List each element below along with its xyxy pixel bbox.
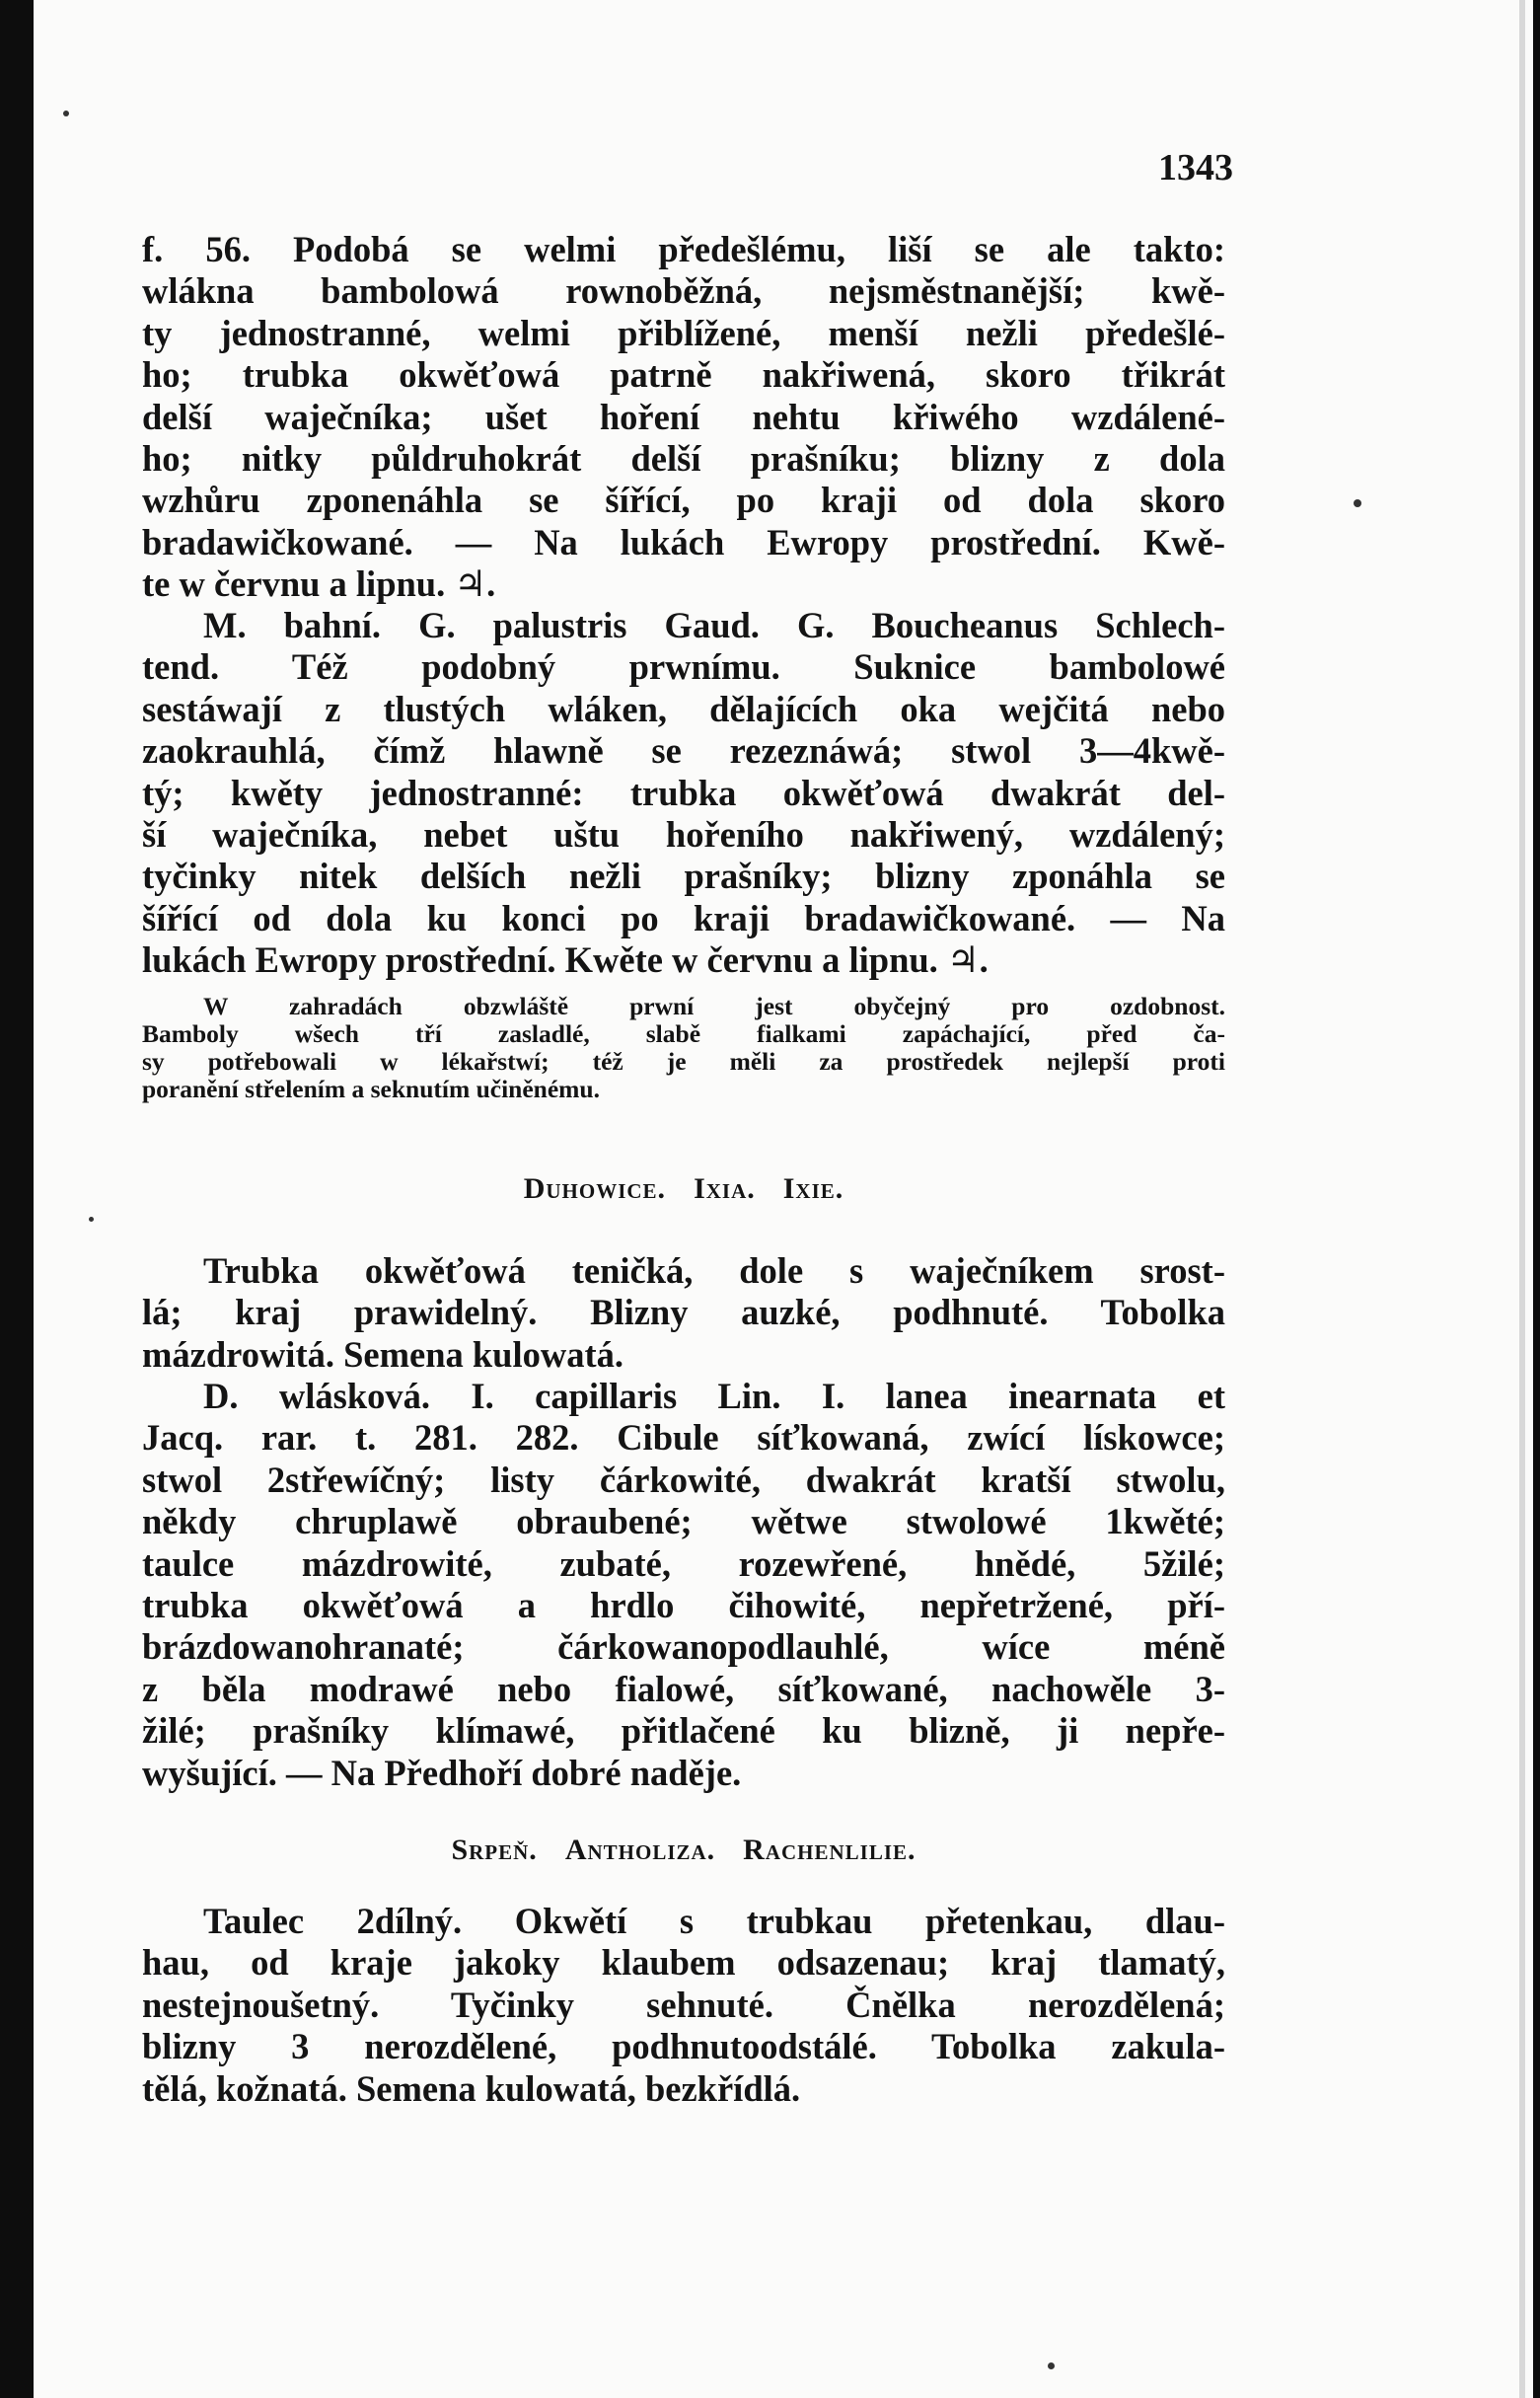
text-line: lukách Ewropy prostřední. Kwěte w červnu a lipnu. ♃.	[142, 939, 989, 981]
page-number: 1343	[1158, 147, 1233, 188]
entry-paragraph	[142, 229, 1225, 606]
text-line: wlákna bambolowá rownoběžná, nejsměstnanější; kwě-	[142, 270, 1225, 312]
genus-paragraph	[142, 1250, 1225, 1376]
text-line: nestejnoušetný. Tyčinky sehnuté. Čnělka nerozdělená;	[142, 1984, 1225, 2025]
text-line: Trubka okwěťowá teničká, dole s waječníkem srost-	[203, 1250, 1225, 1291]
text-line: ho; nitky půldruhokrát delší prašníku; blizny z dola	[142, 438, 1225, 480]
page-edge-shadow	[1519, 0, 1525, 2398]
text-line: D. wlásková. I. capillaris Lin. I. lanea inearnata et	[203, 1376, 1225, 1416]
ink-speck	[63, 111, 69, 116]
text-line: Jacq. rar. t. 281. 282. Cibule síťkowaná, zwící lískowce;	[142, 1417, 1225, 1459]
text-line: stwol 2střewíčný; listy čárkowité, dwakrát kratší stwolu,	[142, 1459, 1225, 1500]
text-line: ty jednostranné, welmi přiblížené, menší nežli předešlé-	[142, 312, 1225, 353]
text-line: ho; trubka okwěťowá patrně nakřiwená, skoro třikrát	[142, 354, 1225, 396]
text-line: tělá, kožnatá. Semena kulowatá, bezkřídlá.	[142, 2067, 801, 2109]
text-line: brázdowanohranaté; čárkowanopodlauhlé, wíce méně	[142, 1626, 1225, 1668]
genus-heading	[142, 1834, 1225, 1867]
czech-name: Srpeň.	[451, 1834, 538, 1866]
text-line: bradawičkowané. — Na lukách Ewropy prostřední. Kwě-	[142, 521, 1225, 562]
text-line: wzhůru zponenáhla se šířící, po kraji od dola skoro	[142, 480, 1225, 521]
species-paragraph	[142, 1376, 1225, 1794]
entry-bahni	[142, 605, 1225, 982]
text-line: poranění střelením a seknutím učiněnému.	[142, 1075, 600, 1103]
text-line: ší waječníka, nebet uštu hořeního nakřiwený, wzdálený;	[142, 814, 1225, 856]
entry-form-56	[142, 229, 1225, 606]
usage-note	[142, 993, 1225, 1103]
text-line: mázdrowitá. Semena kulowatá.	[142, 1333, 624, 1375]
text-line: M. bahní. G. palustris Gaud. G. Boucheanus Schlech-	[203, 605, 1225, 645]
text-line: Bamboly wšech tří zasladlé, slabě fialkami zapáchající, před ča-	[142, 1019, 1225, 1048]
text-line: trubka okwěťowá a hrdlo čihowité, nepřetržené, pří-	[142, 1585, 1225, 1626]
text-line: lá; kraj prawidelný. Blizny auzké, podhnuté. Tobolka	[142, 1292, 1225, 1333]
text-line: Taulec 2dílný. Okwětí s trubkau přetenkau, dlau-	[203, 1901, 1225, 1941]
latin-name: Ixia.	[694, 1172, 756, 1205]
text-line: f. 56. Podobá se welmi předešlému, liší se ale takto:	[142, 229, 1225, 269]
genus-description-ixia	[142, 1250, 1225, 1376]
text-line: tyčinky nitek delších nežli prašníky; blizny zponáhla se	[142, 856, 1225, 897]
text-line: delší waječníka; ušet hoření nehtu křiwého wzdálené-	[142, 396, 1225, 437]
text-line: zaokrauhlá, čímž hlawně se rezeznáwá; stwol 3—4kwě-	[142, 730, 1225, 772]
species-wlaskowa	[142, 1376, 1225, 1794]
genus-description-antholiza	[142, 1901, 1225, 2110]
entry-paragraph	[142, 605, 1225, 982]
text-line: W zahradách obzwláště prwní jest obyčejný pro ozdobnost.	[203, 992, 1225, 1020]
ink-speck	[1354, 499, 1361, 507]
text-line: te w červnu a lipnu. ♃.	[142, 563, 496, 605]
text-line: žilé; prašníky klímawé, přitlačené ku blizně, ji nepře-	[142, 1710, 1225, 1752]
latin-name: Antholiza.	[564, 1834, 716, 1866]
text-line: taulce mázdrowité, zubaté, rozewřené, hnědé, 5žilé;	[142, 1542, 1225, 1584]
german-name: Ixie.	[782, 1172, 844, 1205]
genus-paragraph	[142, 1901, 1225, 2110]
text-line: blizny 3 nerozdělené, podhnutoodstálé. Tobolka zakula-	[142, 2026, 1225, 2067]
text-line: sestáwají z tlustých wláken, dělajících oka wejčitá nebo	[142, 688, 1225, 729]
text-line: wyšující. — Na Předhoří dobré naděje.	[142, 1752, 742, 1793]
text-line: někdy chruplawě obraubené; wětwe stwolowé 1kwěté;	[142, 1501, 1225, 1542]
ink-speck	[89, 1217, 94, 1222]
book-page	[34, 0, 1533, 2398]
text-line: hau, od kraje jakoky klaubem odsazenau; kraj tlamatý,	[142, 1942, 1225, 1984]
text-line: z běla modrawé nebo fialowé, síťkowané, nachowěle 3-	[142, 1668, 1225, 1709]
genus-heading	[142, 1172, 1225, 1206]
text-line: sy potřebowali w lékařstwí; též je měli za prostředek nejlepší proti	[142, 1047, 1225, 1076]
text-line: šířící od dola ku konci po kraji bradawičkowané. — Na	[142, 897, 1225, 938]
german-name: Rachenlilie.	[743, 1834, 917, 1866]
ink-speck	[1048, 2362, 1055, 2369]
note-paragraph	[142, 993, 1225, 1103]
czech-name: Duhowice.	[523, 1172, 667, 1205]
text-line: tý; kwěty jednostranné: trubka okwěťowá dwakrát del-	[142, 772, 1225, 813]
text-line: tend. Též podobný prwnímu. Suknice bambolowé	[142, 646, 1225, 688]
